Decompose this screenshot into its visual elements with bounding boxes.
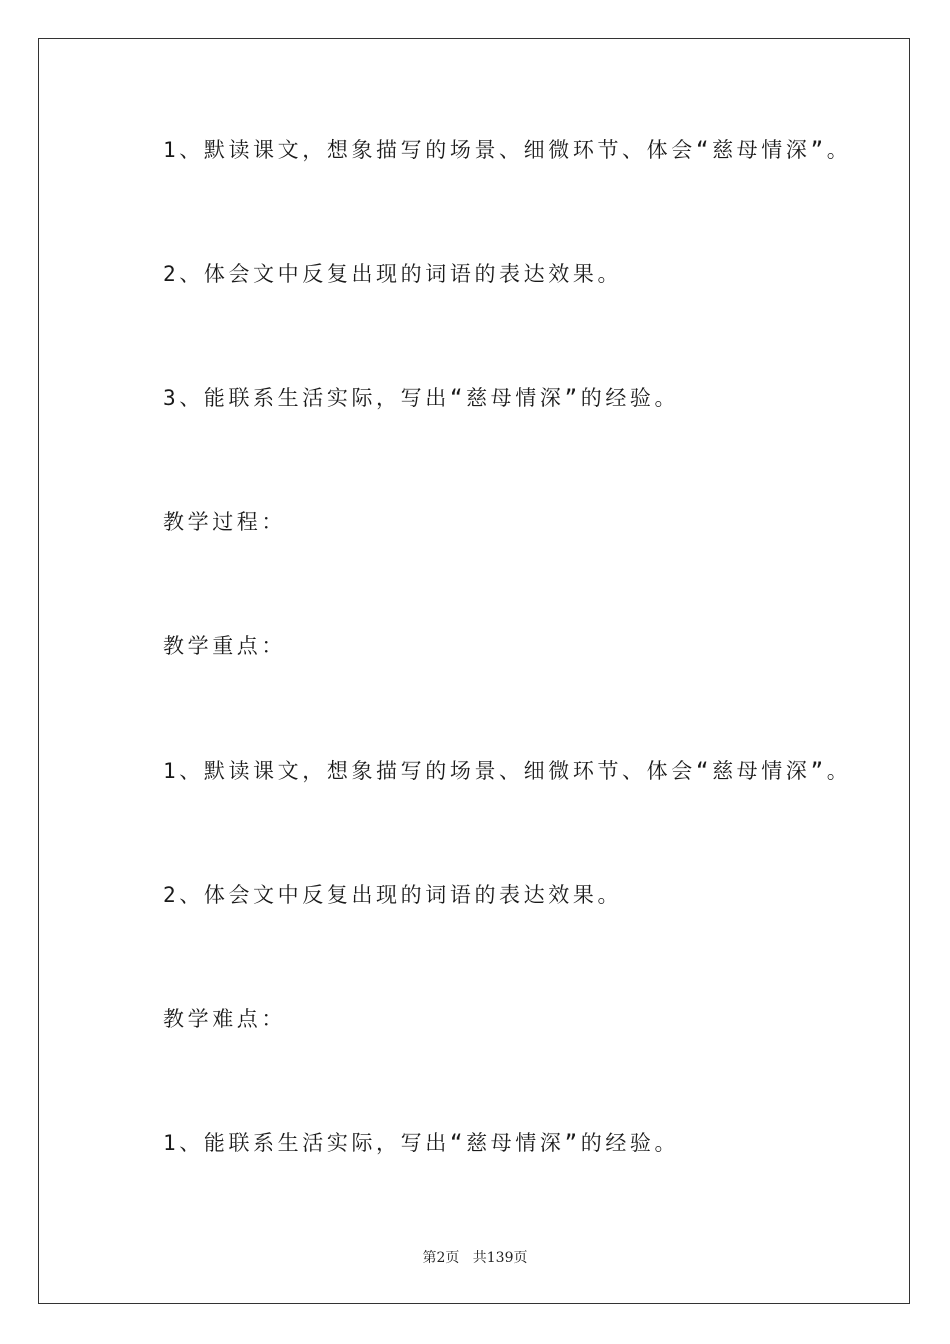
heading-teaching-focus: 教学重点： xyxy=(163,634,286,658)
page-total: 共139页 xyxy=(472,1250,528,1266)
paragraph-focus-2: 2、体会文中反复出现的词语的表达效果。 xyxy=(163,883,623,907)
paragraph-objective-2: 2、体会文中反复出现的词语的表达效果。 xyxy=(163,262,623,286)
paragraph-objective-1: 1、默读课文，想象描写的场景、细微环节、体会“慈母情深”。 xyxy=(163,138,852,162)
footer-spacer xyxy=(459,1250,472,1266)
paragraph-objective-3: 3、能联系生活实际，写出“慈母情深”的经验。 xyxy=(163,386,680,410)
page-footer xyxy=(0,1247,950,1267)
heading-teaching-process: 教学过程： xyxy=(163,510,286,534)
page-border xyxy=(38,38,910,1304)
paragraph-focus-1: 1、默读课文，想象描写的场景、细微环节、体会“慈母情深”。 xyxy=(163,759,852,783)
heading-teaching-difficulty: 教学难点： xyxy=(163,1007,286,1031)
paragraph-difficulty-1: 1、能联系生活实际，写出“慈母情深”的经验。 xyxy=(163,1131,680,1155)
page-number: 第2页 xyxy=(422,1250,460,1266)
